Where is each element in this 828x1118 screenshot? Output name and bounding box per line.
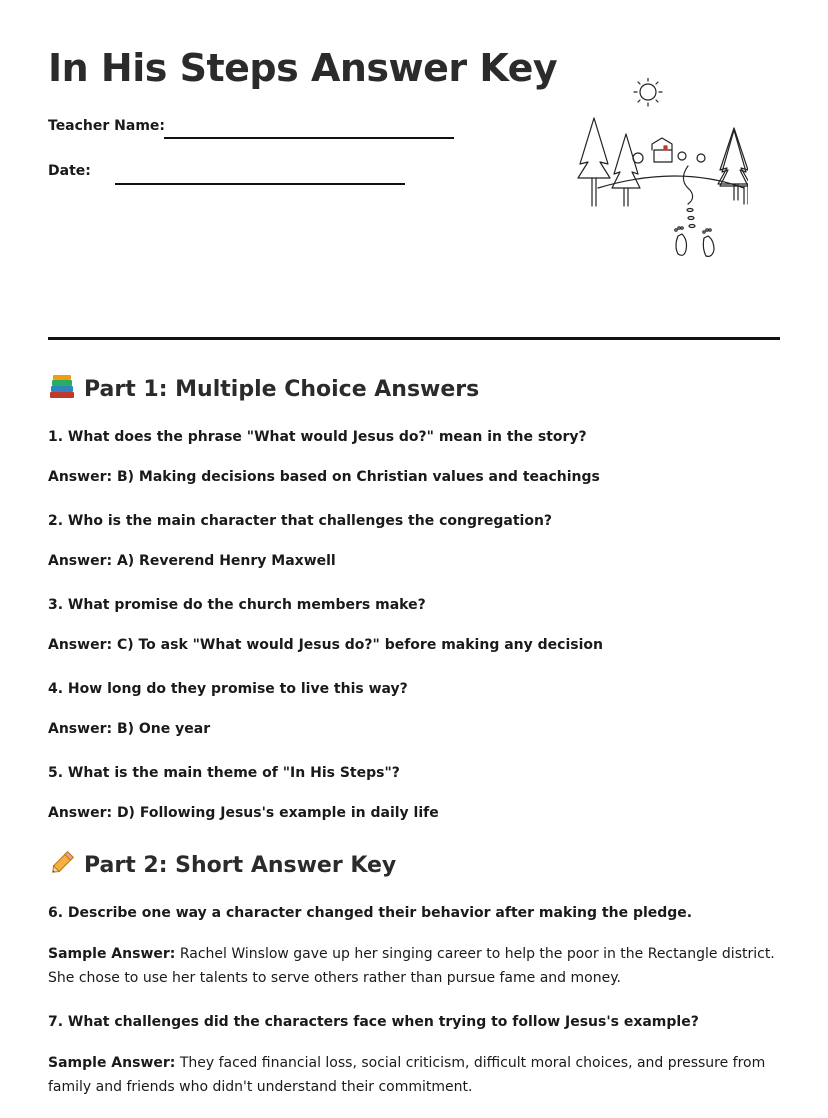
sample-answer-label: Sample Answer: — [48, 1055, 176, 1071]
page-title: In His Steps Answer Key — [48, 46, 558, 90]
pencil-icon — [48, 850, 76, 876]
answer-3: Answer: C) To ask "What would Jesus do?" before making any decision — [48, 637, 603, 653]
date-label: Date: — [48, 163, 91, 179]
books-icon — [48, 374, 76, 400]
question-1: 1. What does the phrase "What would Jesus do?" mean in the story? — [48, 429, 587, 445]
question-5: 5. What is the main theme of "In His Steps"? — [48, 765, 400, 781]
question-4: 4. How long do they promise to live this way? — [48, 681, 408, 697]
answer-2: Answer: A) Reverend Henry Maxwell — [48, 553, 336, 569]
path-landscape-illustration — [528, 78, 748, 263]
tree-icon — [578, 118, 640, 206]
question-7: 7. What challenges did the characters face when trying to follow Jesus's example? — [48, 1014, 699, 1030]
answer-4: Answer: B) One year — [48, 721, 211, 737]
sample-answer-7 — [48, 1051, 780, 1099]
teacher-name-label: Teacher Name: — [48, 118, 166, 134]
teacher-name-line — [164, 137, 454, 139]
question-6: 6. Describe one way a character changed their behavior after making the pledge. — [48, 905, 693, 921]
date-field — [48, 163, 91, 179]
section-divider — [48, 337, 780, 340]
sample-answer-label: Sample Answer: — [48, 946, 176, 962]
teacher-name-field — [48, 118, 165, 134]
sample-answer-6 — [48, 942, 780, 990]
sample-answer-text: They faced financial loss, social criticism, difficult moral choices, and pressure from family and friends who didn't understand their commitment. — [48, 1055, 766, 1095]
footprints-icon — [675, 227, 714, 257]
house-icon — [652, 138, 672, 150]
sample-answer-text: Rachel Winslow gave up her singing career to help the poor in the Rectangle district. She chose to use her talents to serve others rather than pursue fame and money. — [48, 946, 775, 986]
part1-title: Part 1: Multiple Choice Answers — [84, 377, 480, 402]
part2-title: Part 2: Short Answer Key — [84, 853, 397, 878]
answer-5: Answer: D) Following Jesus's example in daily life — [48, 805, 439, 821]
house-icon — [654, 150, 672, 162]
tree-icon — [718, 128, 748, 204]
part2-heading — [48, 850, 396, 878]
question-2: 2. Who is the main character that challenges the congregation? — [48, 513, 553, 529]
question-3: 3. What promise do the church members make? — [48, 597, 426, 613]
answer-1: Answer: B) Making decisions based on Christian values and teachings — [48, 469, 600, 485]
part1-heading — [48, 374, 479, 402]
date-line — [115, 183, 405, 185]
sun-icon — [634, 78, 662, 106]
